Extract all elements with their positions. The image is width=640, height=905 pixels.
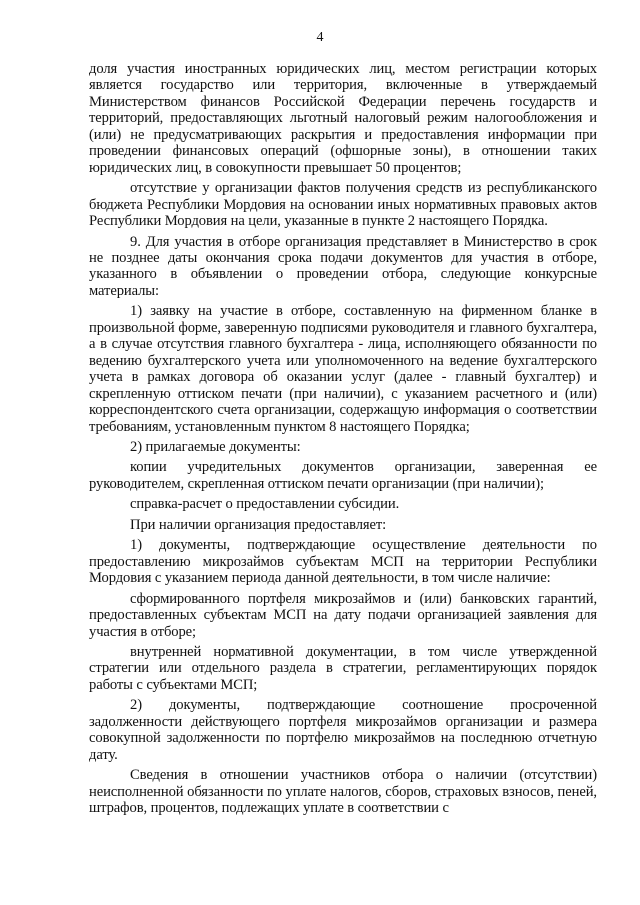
- paragraph-internal-regulations: внутренней нормативной документации, в том числе утвержденной стратегии или отдельного раздела в стратегии, регламентирующих порядок работы с субъектами МСП;: [89, 643, 597, 693]
- paragraph-charter-copies: копии учредительных документов организации, заверенная ее руководителем, скрепленная оттиском печати организации (при наличии);: [89, 459, 597, 492]
- paragraph-tax-obligations: Сведения в отношении участников отбора о наличии (отсутствии) неисполненной обязанности по уплате налогов, сборов, страховых взносов, пеней, штрафов, процентов, подлежащих уплате в соответствии с: [89, 767, 597, 817]
- paragraph-offshore-share: доля участия иностранных юридических лиц, местом регистрации которых является государство или территория, включенные в утверждаемый Министерством финансов Российской Федерации перечень государств и территорий, предоставляющих льготный налоговый режим налогообложения и (или) не предусматривающих раскрытия и предоставления информации при проведении финансовых операций (офшорные зоны), в отношении таких юридических лиц, в совокупности превышает 50 процентов;: [89, 61, 597, 176]
- paragraph-activity-documents: 1) документы, подтверждающие осуществление деятельности по предоставлению микрозаймов субъектам МСП на территории Республики Мордовия с указанием периода данной деятельности, в том числе наличие:: [89, 537, 597, 587]
- document-body: [89, 61, 597, 816]
- page-number: 4: [316, 30, 324, 45]
- paragraph-attached-documents: 2) прилагаемые документы:: [130, 438, 301, 455]
- paragraph-overdue-ratio: 2) документы, подтверждающие соотношение просроченной задолженности действующего портфеля микрозаймов организации и размера совокупной задолженности по портфелю микрозаймов на последнюю отчетную дату.: [89, 697, 597, 763]
- paragraph-subsidy-calculation: справка-расчет о предоставлении субсидии.: [130, 496, 400, 513]
- paragraph-if-available: При наличии организация предоставляет:: [130, 516, 387, 533]
- paragraph-no-budget-funds: отсутствие у организации фактов получения средств из республиканского бюджета Республики Мордовия на основании иных нормативных правовых актов Республики Мордовия на цели, указанные в пункте 2 настоящего Порядка.: [89, 180, 597, 230]
- paragraph-application: 1) заявку на участие в отборе, составленную на фирменном бланке в произвольной форме, заверенную подписями руководителя и главного бухгалтера, а в случае отсутствия главного бухгалтера - лица, исполняющего обязанности по ведению бухгалтерского учета или уполномоченного на ведение бухгалтерского учета в рамках договора об оказании услуг (далее - главный бухгалтер) и скрепленную оттиском печати (при наличии), с указанием расчетного и (или) корреспондентского счета организации, содержащую информация о соответствии требованиям, установленным пунктом 8 настоящего Порядка;: [89, 303, 597, 435]
- paragraph-microloan-portfolio: сформированного портфеля микрозаймов и (или) банковских гарантий, предоставленных субъектам МСП на дату подачи организацией заявления для участия в отборе;: [89, 590, 597, 640]
- paragraph-item-9: 9. Для участия в отборе организация представляет в Министерство в срок не позднее даты окончания срока подачи документов для участия в отборе, указанного в объявлении о проведении отбора, следующие конкурсные материалы:: [89, 233, 597, 299]
